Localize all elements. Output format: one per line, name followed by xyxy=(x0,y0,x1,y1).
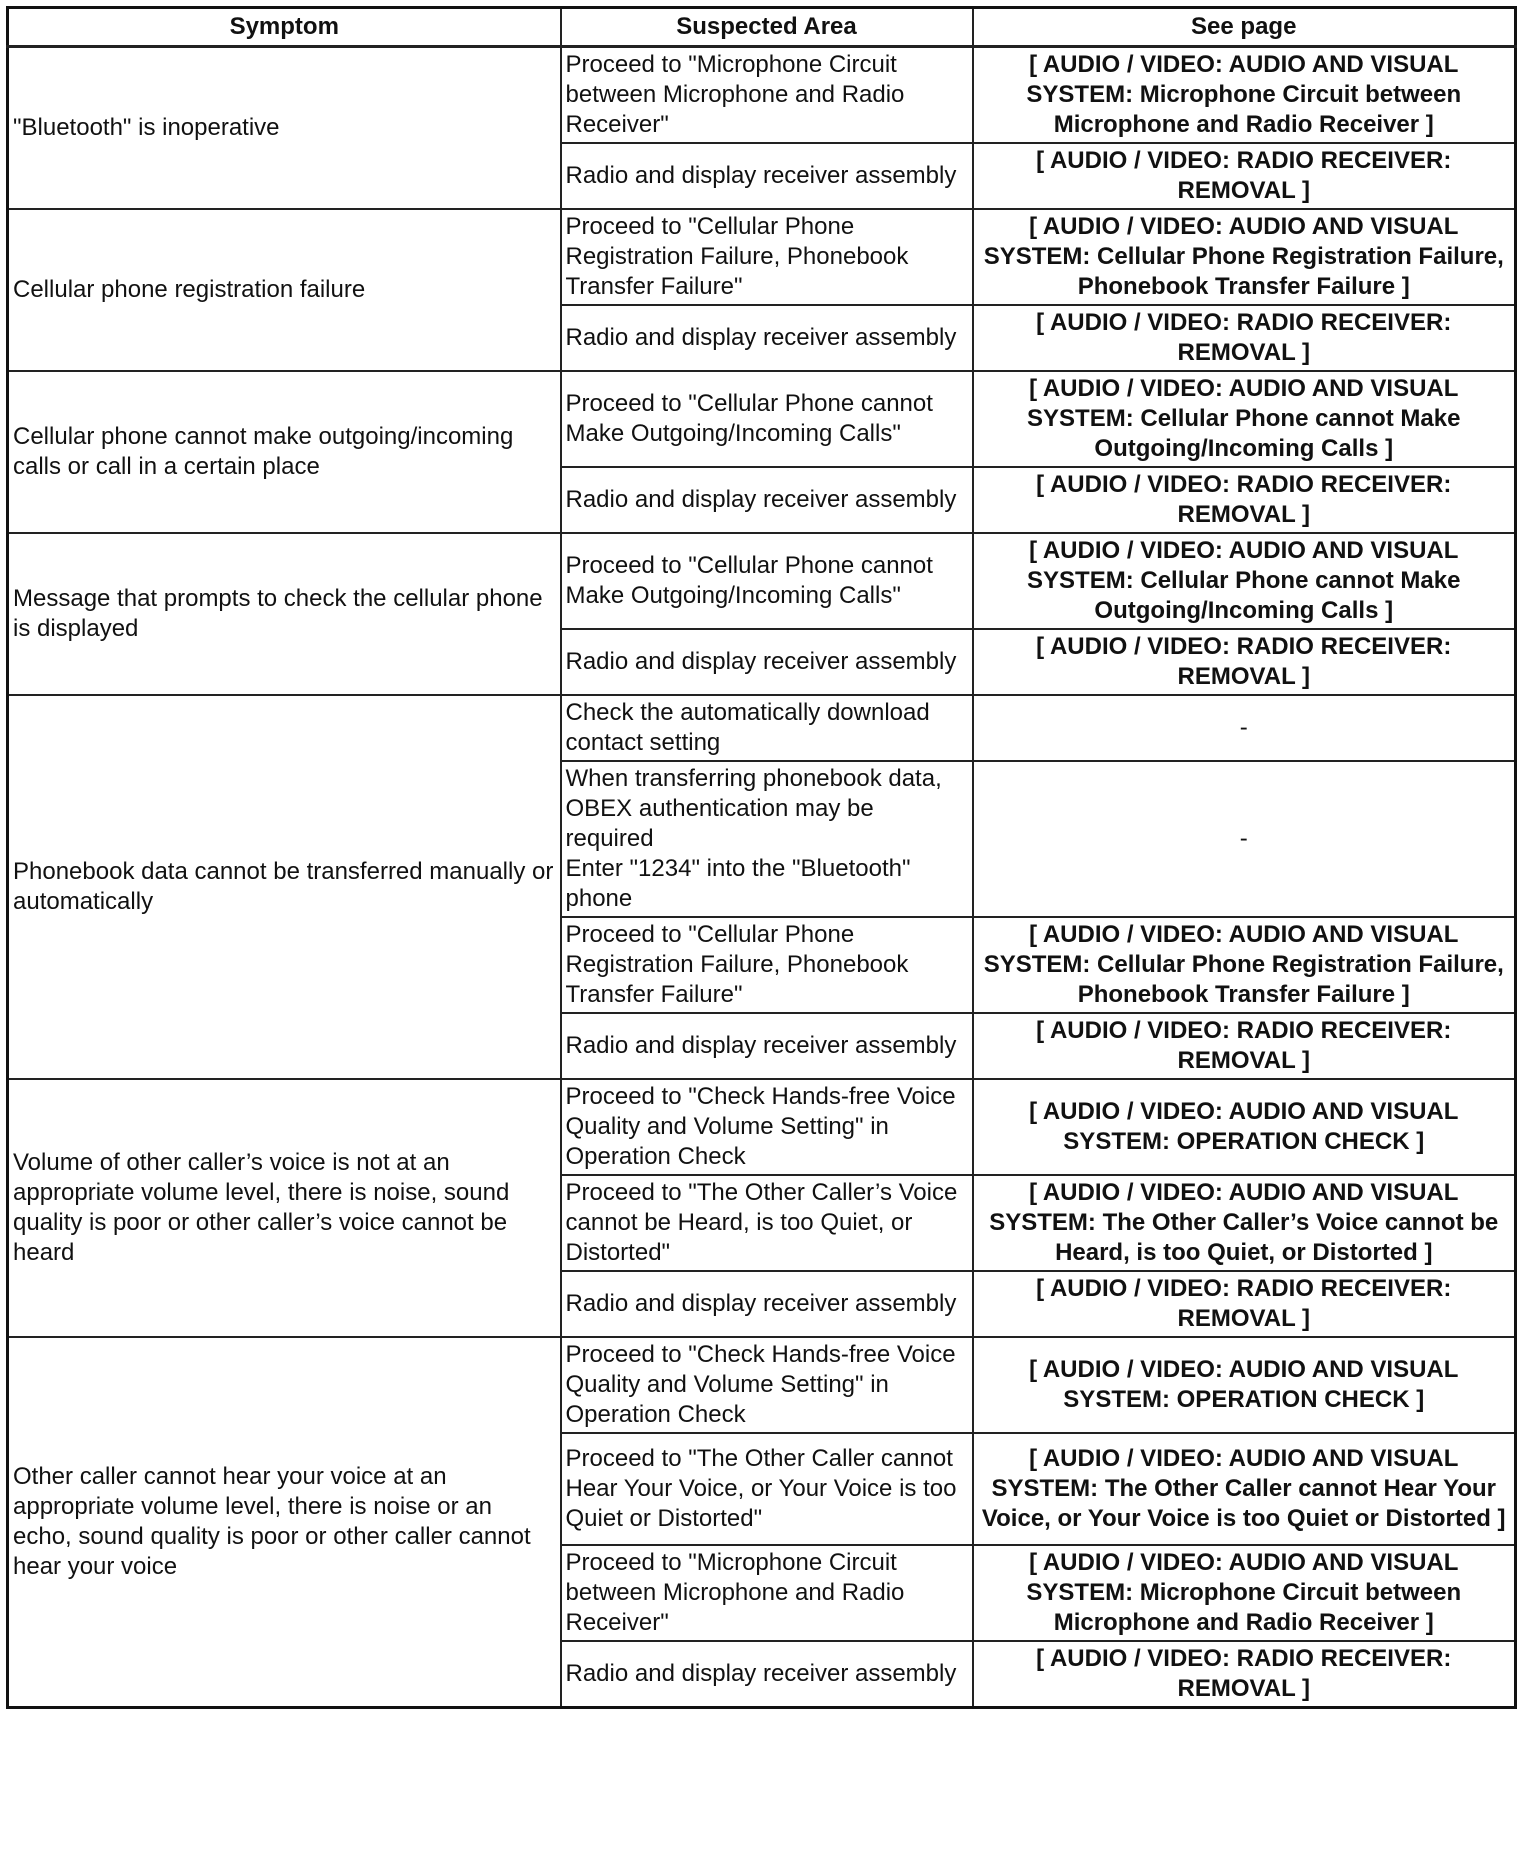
symptom-cell: Volume of other caller’s voice is not at an appropriate volume level, there is noise, sound quality is poor or other caller’s voice cannot be heard xyxy=(8,1079,561,1337)
see-page-cell: [ AUDIO / VIDEO: AUDIO AND VISUAL SYSTEM: Microphone Circuit between Microphone and Radio Receiver ] xyxy=(973,47,1516,144)
see-page-cell: [ AUDIO / VIDEO: AUDIO AND VISUAL SYSTEM: Cellular Phone cannot Make Outgoing/Incoming Calls ] xyxy=(973,371,1516,467)
see-page-cell: [ AUDIO / VIDEO: RADIO RECEIVER: REMOVAL ] xyxy=(973,629,1516,695)
suspected-area-cell: Proceed to "Cellular Phone cannot Make Outgoing/Incoming Calls" xyxy=(561,371,973,467)
see-page-cell: [ AUDIO / VIDEO: AUDIO AND VISUAL SYSTEM: OPERATION CHECK ] xyxy=(973,1079,1516,1175)
suspected-area-cell: Radio and display receiver assembly xyxy=(561,629,973,695)
suspected-area-cell: Radio and display receiver assembly xyxy=(561,305,973,371)
suspected-area-cell: Proceed to "Cellular Phone Registration Failure, Phonebook Transfer Failure" xyxy=(561,209,973,305)
symptom-cell: Cellular phone cannot make outgoing/incoming calls or call in a certain place xyxy=(8,371,561,533)
table-row xyxy=(8,1337,1516,1433)
suspected-area-cell: Radio and display receiver assembly xyxy=(561,143,973,209)
suspected-area-cell: Proceed to "Cellular Phone cannot Make Outgoing/Incoming Calls" xyxy=(561,533,973,629)
header-row xyxy=(8,8,1516,47)
suspected-area-cell: Radio and display receiver assembly xyxy=(561,1013,973,1079)
suspected-area-cell: Proceed to "Cellular Phone Registration Failure, Phonebook Transfer Failure" xyxy=(561,917,973,1013)
table-row xyxy=(8,209,1516,305)
symptom-cell: Message that prompts to check the cellular phone is displayed xyxy=(8,533,561,695)
symptom-cell: Cellular phone registration failure xyxy=(8,209,561,371)
see-page-cell: [ AUDIO / VIDEO: AUDIO AND VISUAL SYSTEM: Microphone Circuit between Microphone and Radio Receiver ] xyxy=(973,1545,1516,1641)
see-page-cell: [ AUDIO / VIDEO: AUDIO AND VISUAL SYSTEM: OPERATION CHECK ] xyxy=(973,1337,1516,1433)
suspected-area-cell: Radio and display receiver assembly xyxy=(561,1271,973,1337)
suspected-area-cell: Proceed to "The Other Caller’s Voice cannot be Heard, is too Quiet, or Distorted" xyxy=(561,1175,973,1271)
see-page-cell: [ AUDIO / VIDEO: AUDIO AND VISUAL SYSTEM: The Other Caller’s Voice cannot be Heard, is too Quiet, or Distorted ] xyxy=(973,1175,1516,1271)
troubleshooting-table xyxy=(6,6,1517,1709)
table-row xyxy=(8,695,1516,761)
table-row xyxy=(8,47,1516,144)
suspected-area-cell: Proceed to "The Other Caller cannot Hear Your Voice, or Your Voice is too Quiet or Distorted" xyxy=(561,1433,973,1545)
header-suspected-area: Suspected Area xyxy=(561,8,973,47)
troubleshooting-table-wrapper xyxy=(6,6,1514,1709)
suspected-area-cell: Proceed to "Microphone Circuit between Microphone and Radio Receiver" xyxy=(561,47,973,144)
table-row xyxy=(8,533,1516,629)
suspected-area-cell: Proceed to "Check Hands-free Voice Quality and Volume Setting" in Operation Check xyxy=(561,1337,973,1433)
see-page-cell: [ AUDIO / VIDEO: AUDIO AND VISUAL SYSTEM: Cellular Phone Registration Failure, Phonebook Transfer Failure ] xyxy=(973,209,1516,305)
table-row xyxy=(8,1079,1516,1175)
symptom-cell: Phonebook data cannot be transferred manually or automatically xyxy=(8,695,561,1079)
see-page-cell: [ AUDIO / VIDEO: RADIO RECEIVER: REMOVAL ] xyxy=(973,305,1516,371)
see-page-cell: [ AUDIO / VIDEO: RADIO RECEIVER: REMOVAL ] xyxy=(973,1271,1516,1337)
suspected-area-cell: Radio and display receiver assembly xyxy=(561,1641,973,1708)
see-page-cell: [ AUDIO / VIDEO: AUDIO AND VISUAL SYSTEM: The Other Caller cannot Hear Your Voice, or Your Voice is too Quiet or Distorted ] xyxy=(973,1433,1516,1545)
suspected-area-cell: Check the automatically download contact setting xyxy=(561,695,973,761)
suspected-area-cell: Proceed to "Check Hands-free Voice Quality and Volume Setting" in Operation Check xyxy=(561,1079,973,1175)
see-page-cell: - xyxy=(973,761,1516,917)
header-see-page: See page xyxy=(973,8,1516,47)
see-page-cell: - xyxy=(973,695,1516,761)
see-page-cell: [ AUDIO / VIDEO: AUDIO AND VISUAL SYSTEM: Cellular Phone cannot Make Outgoing/Incoming Calls ] xyxy=(973,533,1516,629)
see-page-cell: [ AUDIO / VIDEO: RADIO RECEIVER: REMOVAL ] xyxy=(973,1641,1516,1708)
header-symptom: Symptom xyxy=(8,8,561,47)
see-page-cell: [ AUDIO / VIDEO: RADIO RECEIVER: REMOVAL ] xyxy=(973,467,1516,533)
table-row xyxy=(8,371,1516,467)
see-page-cell: [ AUDIO / VIDEO: AUDIO AND VISUAL SYSTEM: Cellular Phone Registration Failure, Phonebook Transfer Failure ] xyxy=(973,917,1516,1013)
suspected-area-cell: When transferring phonebook data, OBEX authentication may be required Enter "1234" into the "Bluetooth" phone xyxy=(561,761,973,917)
suspected-area-cell: Proceed to "Microphone Circuit between Microphone and Radio Receiver" xyxy=(561,1545,973,1641)
table-body xyxy=(8,47,1516,1708)
see-page-cell: [ AUDIO / VIDEO: RADIO RECEIVER: REMOVAL ] xyxy=(973,1013,1516,1079)
see-page-cell: [ AUDIO / VIDEO: RADIO RECEIVER: REMOVAL ] xyxy=(973,143,1516,209)
suspected-area-cell: Radio and display receiver assembly xyxy=(561,467,973,533)
symptom-cell: "Bluetooth" is inoperative xyxy=(8,47,561,210)
symptom-cell: Other caller cannot hear your voice at an appropriate volume level, there is noise or an echo, sound quality is poor or other caller cannot hear your voice xyxy=(8,1337,561,1708)
